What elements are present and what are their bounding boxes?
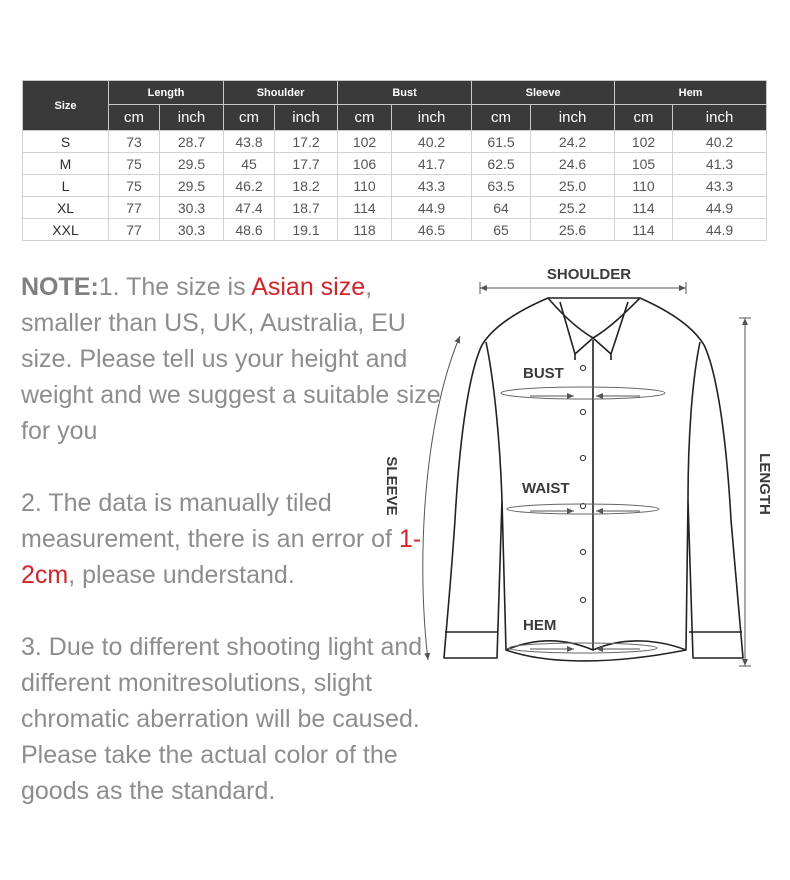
note-paragraph-3: 3. Due to different shooting light and different monitresolutions, slight chromatic aberration will be caused. Please take the actual color of the goods as the standard.	[21, 633, 423, 805]
table-cell: 25.2	[531, 197, 615, 219]
table-cell: 48.6	[224, 219, 275, 241]
unit-inch-header: inch	[531, 105, 615, 131]
bust-header: Bust	[338, 81, 472, 105]
size-cell: L	[23, 175, 109, 197]
size-cell: XXL	[23, 219, 109, 241]
table-cell: 110	[338, 175, 392, 197]
table-cell: 118	[338, 219, 392, 241]
table-cell: 41.7	[392, 153, 472, 175]
table-cell: 64	[472, 197, 531, 219]
table-cell: 114	[615, 197, 673, 219]
table-cell: 29.5	[160, 153, 224, 175]
measurement-guides	[501, 387, 665, 653]
table-cell: 18.7	[275, 197, 338, 219]
table-cell: 24.2	[531, 131, 615, 153]
unit-cm-header: cm	[472, 105, 531, 131]
shoulder-header: Shoulder	[224, 81, 338, 105]
bust-label: BUST	[523, 365, 564, 382]
length-dimension	[739, 318, 751, 666]
note-label: NOTE:	[21, 273, 99, 301]
unit-inch-header: inch	[275, 105, 338, 131]
size-cell: M	[23, 153, 109, 175]
table-cell: 105	[615, 153, 673, 175]
unit-cm-header: cm	[338, 105, 392, 131]
hem-header: Hem	[615, 81, 767, 105]
table-cell: 77	[109, 197, 160, 219]
table-cell: 114	[615, 219, 673, 241]
table-cell: 102	[615, 131, 673, 153]
button-icons	[580, 365, 585, 602]
size-cell: S	[23, 131, 109, 153]
note-text: , smaller than US, UK, Australia, EU size. Please tell us your height and weight and we suggest a suitable size for you	[21, 273, 441, 445]
table-cell: 17.7	[275, 153, 338, 175]
note-text: , please understand.	[68, 561, 295, 589]
shoulder-dimension	[480, 282, 686, 294]
table-cell: 29.5	[160, 175, 224, 197]
table-cell: 44.9	[673, 219, 767, 241]
table-cell: 102	[338, 131, 392, 153]
table-cell: 61.5	[472, 131, 531, 153]
table-cell: 18.2	[275, 175, 338, 197]
unit-inch-header: inch	[160, 105, 224, 131]
table-cell: 75	[109, 153, 160, 175]
table-cell: 106	[338, 153, 392, 175]
unit-cm-header: cm	[224, 105, 275, 131]
unit-cm-header: cm	[109, 105, 160, 131]
size-column-header: Size	[23, 81, 109, 131]
measurement-arrows	[530, 396, 640, 649]
table-cell: 43.3	[392, 175, 472, 197]
waist-label: WAIST	[522, 480, 570, 497]
table-cell: 110	[615, 175, 673, 197]
table-cell: 43.3	[673, 175, 767, 197]
sleeve-label: SLEEVE	[383, 456, 400, 516]
table-cell: 63.5	[472, 175, 531, 197]
note-text: 1. The size is	[98, 273, 252, 301]
table-cell: 30.3	[160, 197, 224, 219]
unit-inch-header: inch	[673, 105, 767, 131]
table-cell: 47.4	[224, 197, 275, 219]
unit-cm-header: cm	[615, 105, 673, 131]
length-label: LENGTH	[756, 453, 773, 515]
table-cell: 41.3	[673, 153, 767, 175]
error-range-highlight: 1-2cm	[21, 525, 422, 589]
table-cell: 73	[109, 131, 160, 153]
table-cell: 17.2	[275, 131, 338, 153]
table-cell: 30.3	[160, 219, 224, 241]
table-cell: 44.9	[673, 197, 767, 219]
table-cell: 65	[472, 219, 531, 241]
note-text: 2. The data is manually tiled measurement, there is an error of	[21, 489, 399, 553]
length-header: Length	[109, 81, 224, 105]
table-cell: 19.1	[275, 219, 338, 241]
asian-size-highlight: Asian size	[251, 273, 366, 301]
table-cell: 62.5	[472, 153, 531, 175]
table-cell: 77	[109, 219, 160, 241]
unit-inch-header: inch	[392, 105, 472, 131]
table-cell: 75	[109, 175, 160, 197]
shoulder-label: SHOULDER	[546, 266, 632, 283]
table-cell: 24.6	[531, 153, 615, 175]
table-cell: 46.5	[392, 219, 472, 241]
shirt-icon	[444, 298, 743, 661]
sleeve-header: Sleeve	[472, 81, 615, 105]
table-cell: 43.8	[224, 131, 275, 153]
hem-label: HEM	[523, 617, 557, 634]
table-cell: 114	[338, 197, 392, 219]
table-cell: 25.6	[531, 219, 615, 241]
table-cell: 25.0	[531, 175, 615, 197]
table-cell: 40.2	[392, 131, 472, 153]
table-cell: 28.7	[160, 131, 224, 153]
table-cell: 45	[224, 153, 275, 175]
table-cell: 46.2	[224, 175, 275, 197]
table-cell: 40.2	[673, 131, 767, 153]
size-cell: XL	[23, 197, 109, 219]
sleeve-dimension	[423, 336, 460, 660]
table-cell: 44.9	[392, 197, 472, 219]
